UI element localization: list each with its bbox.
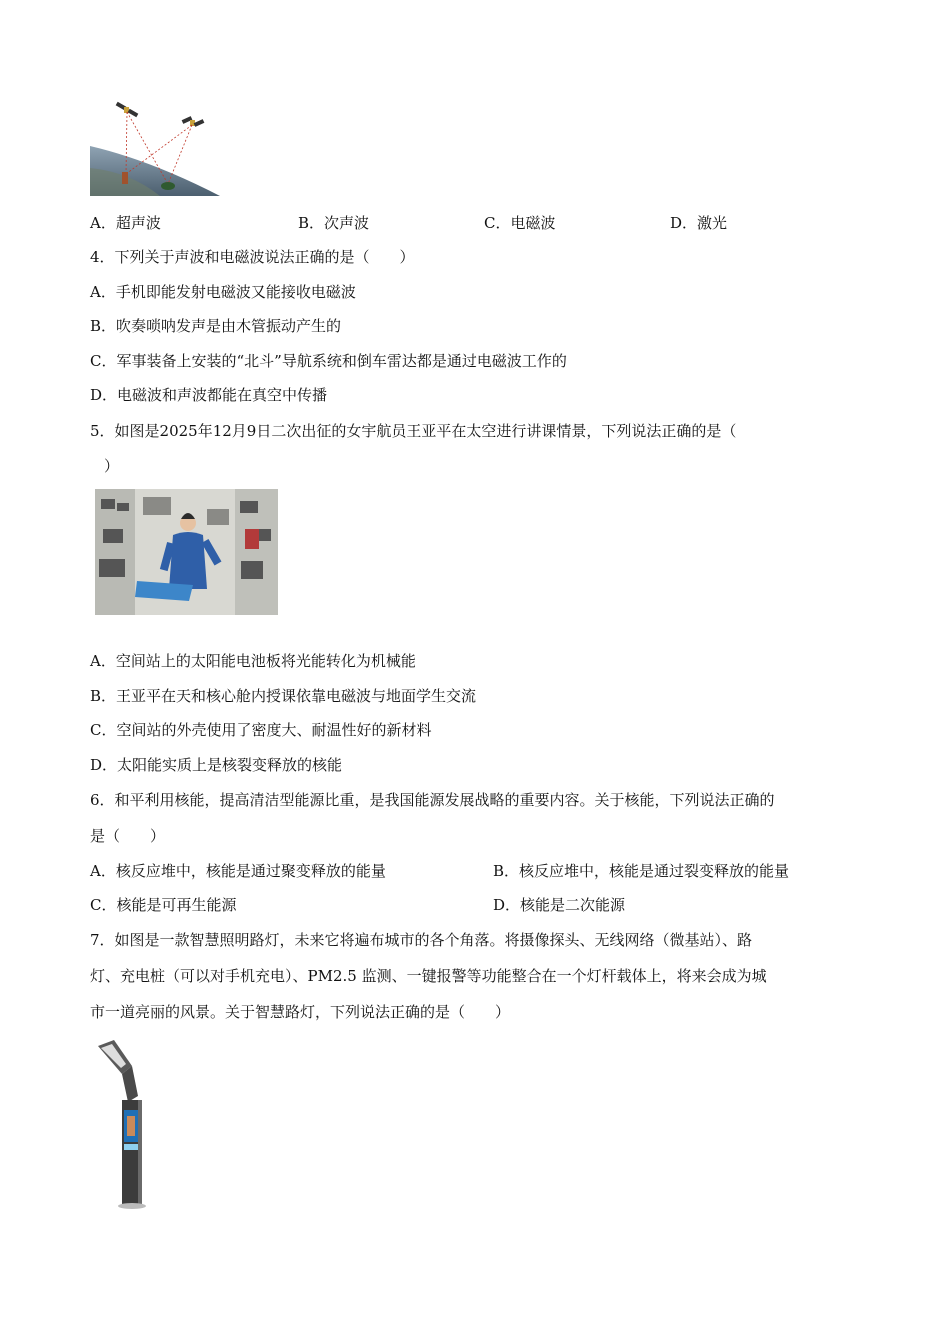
- q3-option-d: D．激光: [670, 214, 728, 232]
- smart-street-lamp-figure: [92, 1036, 162, 1214]
- q7-stem-line1: 7．如图是一款智慧照明路灯，未来它将遍布城市的各个角落。将摄像探头、无线网络（微基站）、路: [90, 931, 753, 949]
- satellite-navigation-figure: [90, 98, 220, 198]
- q5-option-a: A．空间站上的太阳能电池板将光能转化为机械能: [90, 652, 416, 670]
- q4-stem: 4．下列关于声波和电磁波说法正确的是（ ）: [90, 248, 415, 266]
- q5-stem-line2: ）: [104, 457, 120, 475]
- q7-stem-line2: 灯、充电桩（可以对手机充电）、PM2.5 监测、一键报警等功能整合在一个灯杆载体上，将来会成为城: [90, 967, 767, 985]
- q7-stem-line3: 市一道亮丽的风景。关于智慧路灯，下列说法正确的是（ ）: [90, 1003, 511, 1021]
- q6-option-a: A．核反应堆中，核能是通过聚变释放的能量: [90, 862, 386, 880]
- q5-stem-line1: 5．如图是2025年12月9日二次出征的女宇航员王亚平在太空进行讲课情景，下列说法正确的是（: [90, 422, 737, 440]
- q4-option-c: C．军事装备上安装的“北斗”导航系统和倒车雷达都是通过电磁波工作的: [90, 352, 567, 370]
- q6-stem-line2: 是（ ）: [90, 827, 166, 845]
- q4-option-b: B．吹奏唢呐发声是由木管振动产生的: [90, 317, 342, 335]
- q6-option-c: C．核能是可再生能源: [90, 896, 237, 914]
- q3-option-b: B．次声波: [298, 214, 370, 232]
- q3-option-a: A．超声波: [90, 214, 161, 232]
- q5-option-d: D．太阳能实质上是核裂变释放的核能: [90, 756, 343, 774]
- q5-option-b: B．王亚平在天和核心舱内授课依靠电磁波与地面学生交流: [90, 687, 477, 705]
- q5-option-c: C．空间站的外壳使用了密度大、耐温性好的新材料: [90, 721, 432, 739]
- q4-option-d: D．电磁波和声波都能在真空中传播: [90, 386, 328, 404]
- q6-stem-line1: 6．和平利用核能，提高清洁型能源比重，是我国能源发展战略的重要内容。关于核能，下列说法正确的: [90, 791, 775, 809]
- astronaut-lecture-photo: [95, 489, 278, 615]
- q6-option-d: D．核能是二次能源: [493, 896, 626, 914]
- q4-option-a: A．手机即能发射电磁波又能接收电磁波: [90, 283, 356, 301]
- q3-option-c: C．电磁波: [484, 214, 556, 232]
- q6-option-b: B．核反应堆中，核能是通过裂变释放的能量: [493, 862, 790, 880]
